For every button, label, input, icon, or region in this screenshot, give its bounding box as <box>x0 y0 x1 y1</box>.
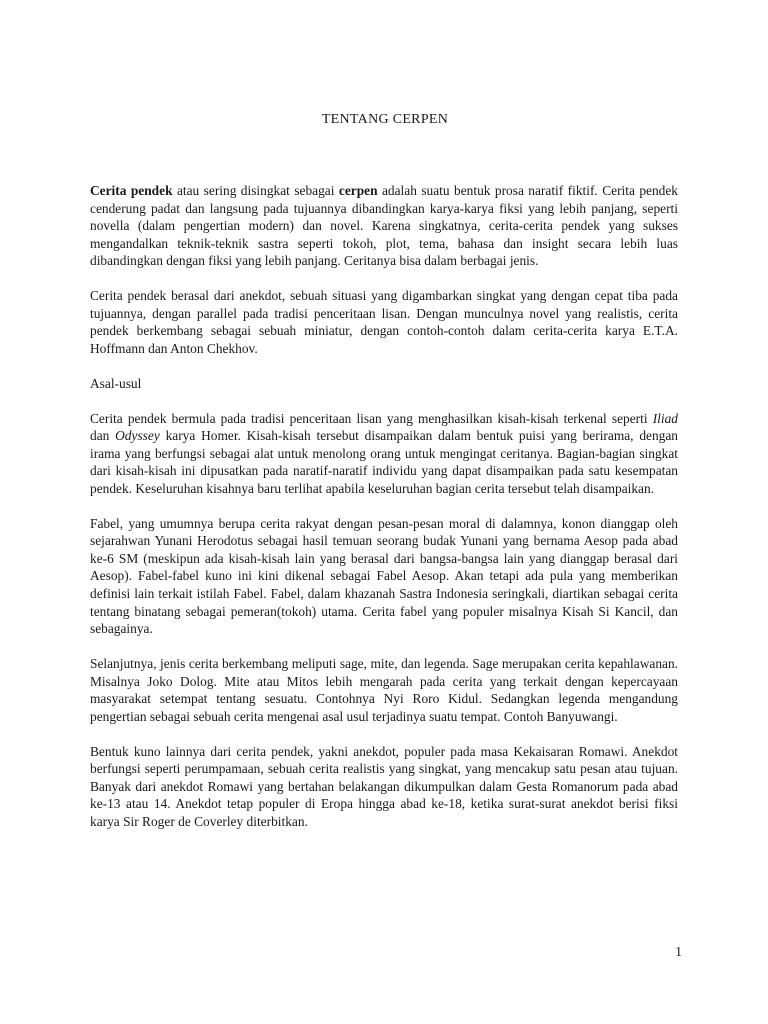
paragraph-text: atau sering disingkat sebagai <box>172 183 339 198</box>
document-body <box>90 182 678 831</box>
section-heading-asal-usul: Asal-usul <box>90 375 142 391</box>
paragraph-text: karya Homer. Kisah-kisah tersebut disampaikan dalam bentuk puisi yang berirama, dengan irama yang berfungsi sebagai alat untuk menolong orang untuk mengingat ceritanya. Bagian-bagian singkat dari kisah-kisah ini dipusatkan pada naratif-naratif individu yang dapat disampaikan pada satu kesempatan pendek. Keseluruhan kisahnya baru terlihat apabila keseluruhan bagian cerita tersebut telah disampaikan. <box>90 428 678 496</box>
paragraph-text: dan <box>90 428 116 444</box>
work-title-iliad: Iliad <box>652 410 678 426</box>
paragraph-origin-anecdote: Cerita pendek berasal dari anekdot, sebuah situasi yang digambarkan singkat yang dengan cepat tiba pada tujuannya, dengan parallel pada tradisi penceritaan lisan. Dengan munculnya novel yang realistis, cerita pendek berkembang sebagai sebuah miniatur, dengan contoh-contoh dalam cerita-cerita karya E.T.A. Hoffmann dan Anton Chekhov. <box>90 288 678 356</box>
term-cerita-pendek: Cerita pendek <box>90 183 173 198</box>
paragraph-fable: Fabel, yang umumnya berupa cerita rakyat dengan pesan-pesan moral di dalamnya, konon dianggap oleh sejarahwan Yunani Herodotus sebagai hasil temuan seorang budak Yunani yang bernama Aesop pada abad ke-6 SM (meskipun ada kisah-kisah lain yang berasal dari bangsa-bangsa lain yang dianggap berasal dari Aesop). Fabel-fabel kuno ini kini dikenal sebagai Fabel Aesop. Akan tetapi ada pula yang memberikan definisi lain terkait istilah Fabel. Fabel, dalam khazanah Sastra Indonesia seringkali, diartikan sebagai cerita tentang binatang sebagai pemeran(tokoh) utama. Cerita fabel yang populer misalnya Kisah Si Kancil, dan sebagainya. <box>90 515 678 637</box>
paragraph-definition <box>90 182 678 270</box>
work-title-odyssey: Odyssey <box>115 428 160 444</box>
paragraph-roman-anecdote: Bentuk kuno lainnya dari cerita pendek, yakni anekdot, populer pada masa Kekaisaran Romawi. Anekdot berfungsi seperti perumpamaan, sebuah cerita realistis yang singkat, yang mencakup satu pesan atau tujuan. Banyak dari anekdot Romawi yang bertahan belakangan dikumpulkan dalam Gesta Romanorum pada abad ke-13 atau 14. Anekdot tetap populer di Eropa hingga abad ke-18, ketika surat-surat anekdot berisi fiksi karya Sir Roger de Coverley diterbitkan. <box>90 743 678 829</box>
term-cerpen: cerpen <box>338 183 378 198</box>
paragraph-text: adalah suatu bentuk prosa naratif fiktif. Cerita pendek cenderung padat dan langsung pada tujuannya dibandingkan karya-karya fiksi yang lebih panjang, seperti novella (dalam pengertian modern) dan novel. Karena singkatnya, cerita-cerita pendek yang sukses mengandalkan teknik-teknik sastra seperti tokoh, plot, tema, bahasa dan insight secara lebih luas dibandingkan dengan fiksi yang lebih panjang. Ceritanya bisa dalam berbagai jenis. <box>90 183 678 269</box>
paragraph-text: Cerita pendek bermula pada tradisi penceritaan lisan yang menghasilkan kisah-kisah terkenal seperti <box>90 410 653 426</box>
paragraph-sage-mite-legenda: Selanjutnya, jenis cerita berkembang meliputi sage, mite, dan legenda. Sage merupakan cerita kepahlawanan. Misalnya Joko Dolog. Mite atau Mitos lebih mengarah pada cerita yang terkait dengan kepercayaan masyarakat setempat tentang sesuatu. Contohnya Nyi Roro Kidul. Sedangkan legenda mengandung pengertian sebagai sebuah cerita mengenai asal usul terjadinya suatu tempat. Contoh Banyuwangi. <box>90 656 678 724</box>
document-title: TENTANG CERPEN <box>321 112 449 127</box>
page-number: 1 <box>675 944 682 959</box>
paragraph-oral-tradition <box>90 410 678 498</box>
